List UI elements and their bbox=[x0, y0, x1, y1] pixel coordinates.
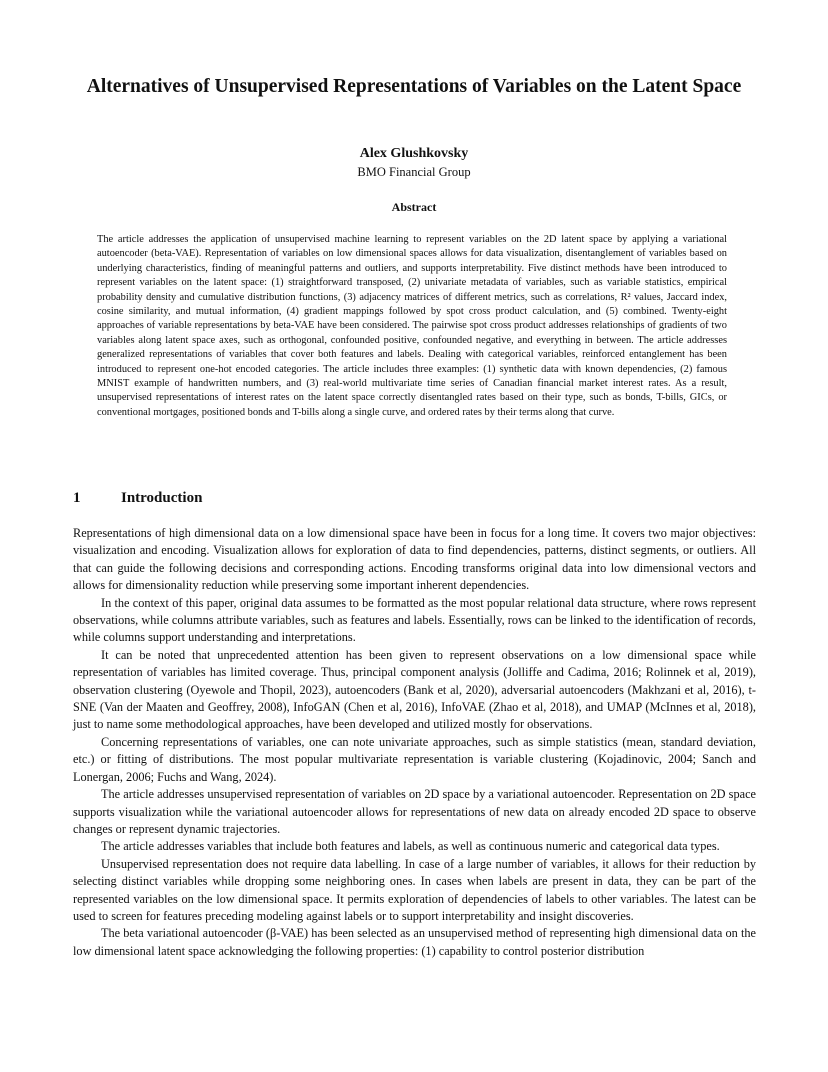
paragraph: Unsupervised representation does not require data labelling. In case of a large number of variables, it allows for their reduction by selecting distinct variables while dropping some neighboring ones. In cases when labels are present in data, they can be part of the represented variables on the low dimensional space. It permits exploration of dependencies of labels to other variables. The latest can be used to screen for features preceding modeling against labels or to support interpretability and insight discoveries. bbox=[73, 856, 756, 923]
section-title: Introduction bbox=[121, 490, 203, 506]
paragraph: The article addresses variables that include both features and labels, as well as continuous numeric and categorical data types. bbox=[101, 839, 720, 854]
paper-title: Alternatives of Unsupervised Representations of Variables on the Latent Space bbox=[86, 76, 742, 97]
paragraph: In the context of this paper, original data assumes to be formatted as the most popular relational data structure, where rows represent observations, while columns attribute variables, such as features and labels. Essentially, rows can be linked to the identification of records, while columns support understanding and interpretations. bbox=[73, 595, 756, 645]
abstract-heading: Abstract bbox=[391, 200, 437, 214]
body-text bbox=[73, 525, 756, 960]
paragraph: Concerning representations of variables, one can note univariate approaches, such as simple statistics (mean, standard deviation, etc.) or fitting of distributions. The most popular multivariate representation is variable clustering (Kojadinovic, 2004; Sanch and Lonergan, 2006; Fuchs and Wang, 2024). bbox=[73, 734, 756, 784]
abstract-text: The article addresses the application of unsupervised machine learning to represent variables on the 2D latent space by applying a variational autoencoder (beta-VAE). Representation of variables on low dimensional spaces allows for data visualization, disentanglement of variables based on underlying characteristics, finding of meaningful patterns and outliers, and supports interpretability. Five distinct methods have been introduced to represent variables on the latent space: (1) straightforward transposed, (2) univariate metadata of variables, such as variable statistics, empirical probability density and cumulative distribution functions, (3) adjacency matrices of different metrics, such as correlations, R² values, Jaccard index, cosine similarity, and mutual information, (4) gradient mappings followed by spot cross product calculation, and (5) combined. Twenty-eight approaches of variable representations by beta-VAE have been considered. The pairwise spot cross product addresses relationships of gradients of two variables along latent space axes, such as orthogonal, confounded positive, confounded negative, and everything in between. The article addresses generalized representations of variables that cover both features and labels. Dealing with categorical variables, reinforced entanglement has been introduced to represent one-hot encoded categories. The article includes three examples: (1) synthetic data with known dependencies, (2) famous MNIST example of handwritten numbers, and (3) real-world multivariate time series of Canadian financial market interest rates. As a result, unsupervised representations of interest rates on the latent space correctly disentangled rates based on their type, such as bonds, T-bills, GICs, or conventional mortgages, positioned bonds and T-bills along a single curve, and ordered rates by their terms along that curve. bbox=[97, 234, 727, 418]
section-heading bbox=[73, 488, 202, 508]
paragraph: Representations of high dimensional data on a low dimensional space have been in focus for a long time. It covers two major objectives: visualization and encoding. Visualization allows for exploration of data to find dependencies, patterns, distinct segments, or outliers. All that can guide the following decisions and corresponding actions. Encoding transforms original data into low dimensional vectors and allows for dimensionality reduction while preserving some important inherent dependencies. bbox=[73, 526, 756, 593]
author-name: Alex Glushkovsky bbox=[359, 146, 469, 161]
paragraph: It can be noted that unprecedented attention has been given to represent observations on a low dimensional space while representation of variables has limited coverage. Thus, principal component analysis (Jolliffe and Cadima, 2016; Rolinnek et al, 2019), observation clustering (Oyewole and Thopil, 2023), autoencoders (Bank et al, 2020), adversarial autoencoders (Makhzani et al, 2016), t-SNE (Van der Maaten and Geoffrey, 2008), InfoGAN (Chen et al, 2016), InfoVAE (Zhao et al, 2018), and UMAP (McInnes et al, 2018), just to name some methodological approaches, have been developed and utilized mostly for observations. bbox=[73, 647, 756, 732]
paragraph: The beta variational autoencoder (β-VAE) has been selected as an unsupervised method of representing high dimensional data on the low dimensional latent space acknowledging the following properties: (1) capability to control posterior distribution bbox=[73, 926, 756, 958]
paragraph: The article addresses unsupervised representation of variables on 2D space by a variational autoencoder. Representation on 2D space supports visualization while the variational autoencoder allows for representations of new data on already encoded 2D space to observe changes or represent dynamic trajectories. bbox=[73, 787, 756, 836]
author-affiliation: BMO Financial Group bbox=[357, 165, 471, 179]
section-number: 1 bbox=[73, 490, 81, 506]
